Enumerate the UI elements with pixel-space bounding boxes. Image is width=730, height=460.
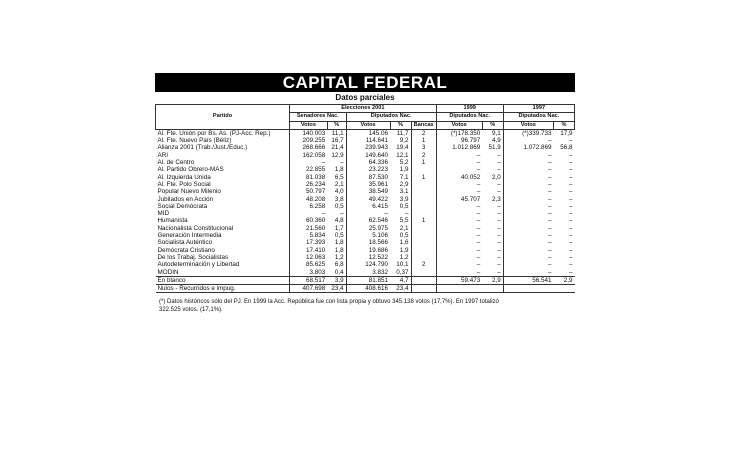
cell: 35.961 — [346, 181, 390, 188]
table-row — [156, 152, 575, 159]
cell: 408.616 — [346, 285, 390, 293]
cell: 114.641 — [346, 137, 390, 144]
party-name: Jubilados en Acción — [157, 195, 214, 203]
cell: – — [503, 225, 553, 232]
cell: 162.058 — [290, 152, 328, 159]
party-name: Alianza 2001 (Trab./Just./Educ.) — [157, 144, 248, 152]
cell: – — [503, 166, 553, 173]
cell — [411, 166, 436, 173]
cell: 1,9 — [399, 166, 409, 174]
cell: – — [497, 159, 501, 167]
header-votos: Votos — [503, 121, 553, 129]
table-row — [156, 225, 575, 232]
party-name: Humanista — [157, 217, 188, 225]
header-pct: % — [390, 121, 411, 129]
party-name: MODIN — [157, 268, 179, 276]
cell: – — [503, 188, 553, 195]
cell: – — [497, 261, 501, 269]
cell: – — [436, 254, 482, 261]
cell: 149.640 — [346, 152, 390, 159]
cell: 1 — [411, 174, 436, 181]
subtitle: Datos parciales — [335, 93, 395, 102]
cell: 23,4 — [390, 285, 411, 293]
cell: 16,7 — [331, 137, 344, 145]
cell: 5,5 — [399, 217, 409, 225]
cell: 2,0 — [491, 173, 501, 181]
party-name: Al. Fte. Polo Social — [157, 180, 211, 188]
cell: – — [568, 188, 573, 196]
cell: 1,2 — [399, 253, 409, 261]
cell — [482, 285, 503, 293]
party-name: Al. Partido Obrero-MAS — [157, 166, 224, 174]
cell: – — [568, 137, 573, 145]
cell: – — [568, 202, 573, 210]
page-title: CAPITAL FEDERAL — [155, 73, 575, 92]
table-row — [156, 166, 575, 173]
cell: 3,9 — [399, 195, 409, 203]
cell: 12.522 — [346, 254, 390, 261]
cell: 2,9 — [553, 276, 574, 284]
cell: – — [568, 224, 573, 232]
cell: 1,7 — [334, 224, 344, 232]
cell: 239.943 — [346, 144, 390, 151]
cell: – — [503, 239, 553, 246]
cell: 48.208 — [290, 196, 328, 203]
table-row — [156, 247, 575, 254]
cell: 1,8 — [334, 239, 344, 247]
cell: 10,1 — [396, 261, 409, 269]
cell: – — [503, 159, 553, 166]
party-name: Popular Nuevo Milenio — [157, 188, 221, 196]
cell: 140.003 — [290, 129, 328, 137]
cell: 2,9 — [399, 180, 409, 188]
party-name: Nacionalista Constitucional — [157, 224, 234, 232]
cell: 22.855 — [290, 166, 328, 173]
cell: 1,9 — [399, 246, 409, 254]
cell: 59.473 — [436, 276, 482, 284]
cell: 6.415 — [346, 203, 390, 210]
cell: 51,9 — [488, 144, 501, 152]
cell: 5.106 — [346, 232, 390, 239]
cell: – — [503, 137, 553, 144]
cell: 0,5 — [399, 202, 409, 210]
cell: 49.422 — [346, 196, 390, 203]
cell: (*)178.350 — [436, 129, 482, 137]
cell — [411, 188, 436, 195]
cell: 85.625 — [290, 261, 328, 268]
cell: – — [290, 159, 328, 166]
cell: – — [346, 210, 390, 217]
header-pct: % — [482, 121, 503, 129]
cell — [411, 210, 436, 217]
cell — [411, 203, 436, 210]
cell: 0,5 — [334, 232, 344, 240]
cell: 3,8 — [334, 195, 344, 203]
cell: 1 — [411, 217, 436, 224]
cell: – — [436, 225, 482, 232]
cell: – — [436, 217, 482, 224]
cell — [411, 254, 436, 261]
cell: – — [568, 159, 573, 167]
cell — [411, 285, 436, 293]
table-row — [156, 261, 575, 268]
cell — [411, 247, 436, 254]
cell — [503, 285, 553, 293]
cell: 1.012.869 — [436, 144, 482, 151]
cell — [553, 285, 574, 293]
row-label: Nulos - Recurridos e impug. — [156, 285, 290, 293]
cell: – — [568, 210, 573, 218]
cell: – — [497, 224, 501, 232]
cell: 81.038 — [290, 174, 328, 181]
cell: 60.360 — [290, 217, 328, 224]
header-diputados-1997: Diputados Nac. — [503, 113, 574, 121]
party-rows — [156, 129, 575, 276]
cell: – — [568, 195, 573, 203]
cell: 21.560 — [290, 225, 328, 232]
row-label: En blanco — [156, 276, 290, 284]
cell: – — [436, 239, 482, 246]
cell: – — [568, 268, 573, 276]
cell: – — [568, 261, 573, 269]
cell: – — [503, 217, 553, 224]
cell: – — [436, 261, 482, 268]
cell: 3.803 — [290, 269, 328, 277]
cell: 0,37 — [396, 268, 409, 276]
table-row — [156, 137, 575, 144]
cell: – — [503, 261, 553, 268]
cell: 2,9 — [482, 276, 503, 284]
table-row — [156, 196, 575, 203]
cell: – — [497, 202, 501, 210]
cell: – — [568, 232, 573, 240]
header-votos: Votos — [290, 121, 328, 129]
header-partido: Partido — [156, 105, 290, 130]
cell: 12.063 — [290, 254, 328, 261]
party-name: Generación Intermedia — [157, 232, 222, 240]
cell: 23.223 — [346, 166, 390, 173]
cell: 12,9 — [331, 151, 344, 159]
party-name: MID — [157, 210, 170, 218]
table-row — [156, 217, 575, 224]
cell: 6,8 — [334, 261, 344, 269]
cell: 18.566 — [346, 239, 390, 246]
cell: – — [436, 269, 482, 277]
table-row — [156, 144, 575, 151]
cell: 26.234 — [290, 181, 328, 188]
header-votos: Votos — [436, 121, 482, 129]
cell: – — [436, 181, 482, 188]
cell: 4,9 — [491, 137, 501, 145]
cell: 3.832 — [346, 269, 390, 277]
header-diputados-1999: Diputados Nac. — [436, 113, 503, 121]
table-row — [156, 239, 575, 246]
results-panel — [155, 73, 575, 314]
cell: – — [497, 253, 501, 261]
party-name: ARI — [157, 151, 168, 159]
cell: – — [503, 181, 553, 188]
cell: – — [436, 210, 482, 217]
cell: 96.797 — [436, 137, 482, 144]
cell — [411, 269, 436, 277]
party-name: Demócrata Cristiano — [157, 246, 215, 254]
cell: – — [436, 166, 482, 173]
cell — [411, 239, 436, 246]
footnote — [155, 299, 575, 314]
null-votes-row — [156, 285, 575, 293]
footnote-line: 322.525 votos. (17,1%). — [159, 306, 223, 313]
cell: 38.549 — [346, 188, 390, 195]
header-1997: 1997 — [503, 105, 574, 113]
cell: – — [436, 152, 482, 159]
cell: 17.393 — [290, 239, 328, 246]
cell: – — [568, 217, 573, 225]
cell: – — [503, 152, 553, 159]
header-votos: Votos — [346, 121, 390, 129]
cell: 64.336 — [346, 159, 390, 166]
cell: – — [497, 180, 501, 188]
cell: 6.258 — [290, 203, 328, 210]
cell: (*)339.733 — [503, 129, 553, 137]
cell: 0,5 — [334, 202, 344, 210]
cell: 21,4 — [331, 144, 344, 152]
party-name: Al. Fte. Nuevo País (Béliz) — [157, 137, 232, 145]
cell: 19.686 — [346, 247, 390, 254]
cell: – — [497, 188, 501, 196]
party-name: Social Demócrata — [157, 202, 208, 210]
table-row — [156, 159, 575, 166]
cell: 4,0 — [334, 188, 344, 196]
cell: – — [290, 210, 328, 217]
cell: 2,1 — [334, 180, 344, 188]
cell: 45.707 — [436, 196, 482, 203]
party-name: De los Trabaj. Socialistas — [157, 253, 229, 261]
cell: 6,5 — [334, 173, 344, 181]
cell: 3,1 — [399, 188, 409, 196]
cell: 209.255 — [290, 137, 328, 144]
cell: 5.834 — [290, 232, 328, 239]
cell: 17.410 — [290, 247, 328, 254]
cell: 9,2 — [399, 137, 409, 145]
cell: 2 — [411, 152, 436, 159]
cell: – — [340, 210, 344, 218]
cell: – — [436, 232, 482, 239]
cell: 3 — [411, 144, 436, 151]
cell: 11,1 — [327, 129, 346, 137]
cell: 145.06 — [346, 129, 390, 137]
cell — [411, 181, 436, 188]
cell: 12,1 — [396, 151, 409, 159]
header-senadores: Senadores Nac. — [290, 113, 347, 121]
cell: 1.072.869 — [503, 144, 553, 151]
cell: – — [497, 246, 501, 254]
cell: – — [568, 246, 573, 254]
cell: – — [503, 269, 553, 277]
cell: 1,2 — [334, 253, 344, 261]
cell: 19,4 — [396, 144, 409, 152]
cell: – — [436, 188, 482, 195]
cell: 17,9 — [553, 129, 574, 137]
cell: – — [503, 203, 553, 210]
cell: 7,1 — [399, 173, 409, 181]
cell: 25.975 — [346, 225, 390, 232]
cell: 0,5 — [399, 232, 409, 240]
cell: 1 — [411, 159, 436, 166]
header-1999: 1999 — [436, 105, 503, 113]
cell — [411, 225, 436, 232]
party-name: Al. Izquierda Unida — [157, 173, 211, 181]
cell — [411, 276, 436, 284]
table-row — [156, 203, 575, 210]
cell: – — [568, 173, 573, 181]
cell: 407.698 — [290, 285, 328, 293]
cell: – — [497, 210, 501, 218]
cell: – — [568, 166, 573, 174]
cell: – — [497, 268, 501, 276]
cell: – — [503, 210, 553, 217]
cell: 0,4 — [334, 268, 344, 276]
cell: 2,1 — [399, 224, 409, 232]
blank-votes-row — [156, 276, 575, 284]
cell: – — [340, 159, 344, 167]
table-row — [156, 269, 575, 277]
cell: 2 — [411, 261, 436, 268]
table-row — [156, 254, 575, 261]
cell: – — [497, 232, 501, 240]
cell: 5,2 — [399, 159, 409, 167]
cell: 1 — [411, 137, 436, 144]
cell: – — [497, 151, 501, 159]
cell — [411, 196, 436, 203]
cell: – — [436, 203, 482, 210]
header-diputados: Diputados Nac. — [346, 113, 436, 121]
header-pct: % — [553, 121, 574, 129]
cell: 4,8 — [334, 217, 344, 225]
cell — [436, 285, 482, 293]
cell: – — [568, 151, 573, 159]
cell: – — [497, 217, 501, 225]
cell: – — [404, 210, 409, 218]
cell: – — [503, 247, 553, 254]
cell: 11,7 — [390, 129, 411, 137]
party-name: Socialista Auténtico — [157, 239, 213, 247]
cell: 56,8 — [560, 144, 573, 152]
cell: 68.517 — [290, 276, 328, 284]
table-row — [156, 174, 575, 181]
cell: 4,7 — [390, 276, 411, 284]
table-row — [156, 232, 575, 239]
table-row — [156, 188, 575, 195]
cell — [411, 232, 436, 239]
cell: 56.541 — [503, 276, 553, 284]
header-pct: % — [327, 121, 346, 129]
header-elecciones-2001: Elecciones 2001 — [290, 105, 437, 113]
summary-rows — [156, 276, 575, 293]
cell: – — [497, 166, 501, 174]
cell: 62.546 — [346, 217, 390, 224]
table-row — [156, 129, 575, 137]
cell: – — [568, 180, 573, 188]
results-table — [155, 104, 575, 293]
cell: 40.052 — [436, 174, 482, 181]
cell: 81.851 — [346, 276, 390, 284]
cell: – — [503, 254, 553, 261]
cell: – — [436, 159, 482, 166]
cell: – — [503, 174, 553, 181]
footnote-line: (*) Datos históricos sólo del PJ. En 1999 la Acc. República fue con lista propia y obtuvo 345.138 votos (17,7%). En 1997 totalizó — [159, 299, 499, 306]
cell: 87.530 — [346, 174, 390, 181]
party-name: Al. Fte. Unión por Bs. As. (PJ-Acc. Rep.) — [156, 129, 290, 137]
cell: – — [503, 232, 553, 239]
cell: 124.790 — [346, 261, 390, 268]
cell: 268.666 — [290, 144, 328, 151]
cell: 1,8 — [334, 166, 344, 174]
party-name: Autodeterminación y Libertad — [157, 261, 240, 269]
header-bancas: Bancas — [411, 121, 436, 129]
cell: – — [497, 239, 501, 247]
cell: 3,9 — [327, 276, 346, 284]
party-name: Al. de Centro — [157, 159, 195, 167]
cell: 1,8 — [334, 246, 344, 254]
cell: 1,6 — [399, 239, 409, 247]
cell: 23,4 — [327, 285, 346, 293]
cell: – — [568, 239, 573, 247]
cell: – — [568, 253, 573, 261]
cell: 2,3 — [491, 195, 501, 203]
cell: – — [503, 196, 553, 203]
cell: – — [436, 247, 482, 254]
cell: 9,1 — [482, 129, 503, 137]
cell: 2 — [411, 129, 436, 137]
table-row — [156, 181, 575, 188]
cell: 50.797 — [290, 188, 328, 195]
header-row-years — [156, 105, 575, 113]
table-row — [156, 210, 575, 217]
